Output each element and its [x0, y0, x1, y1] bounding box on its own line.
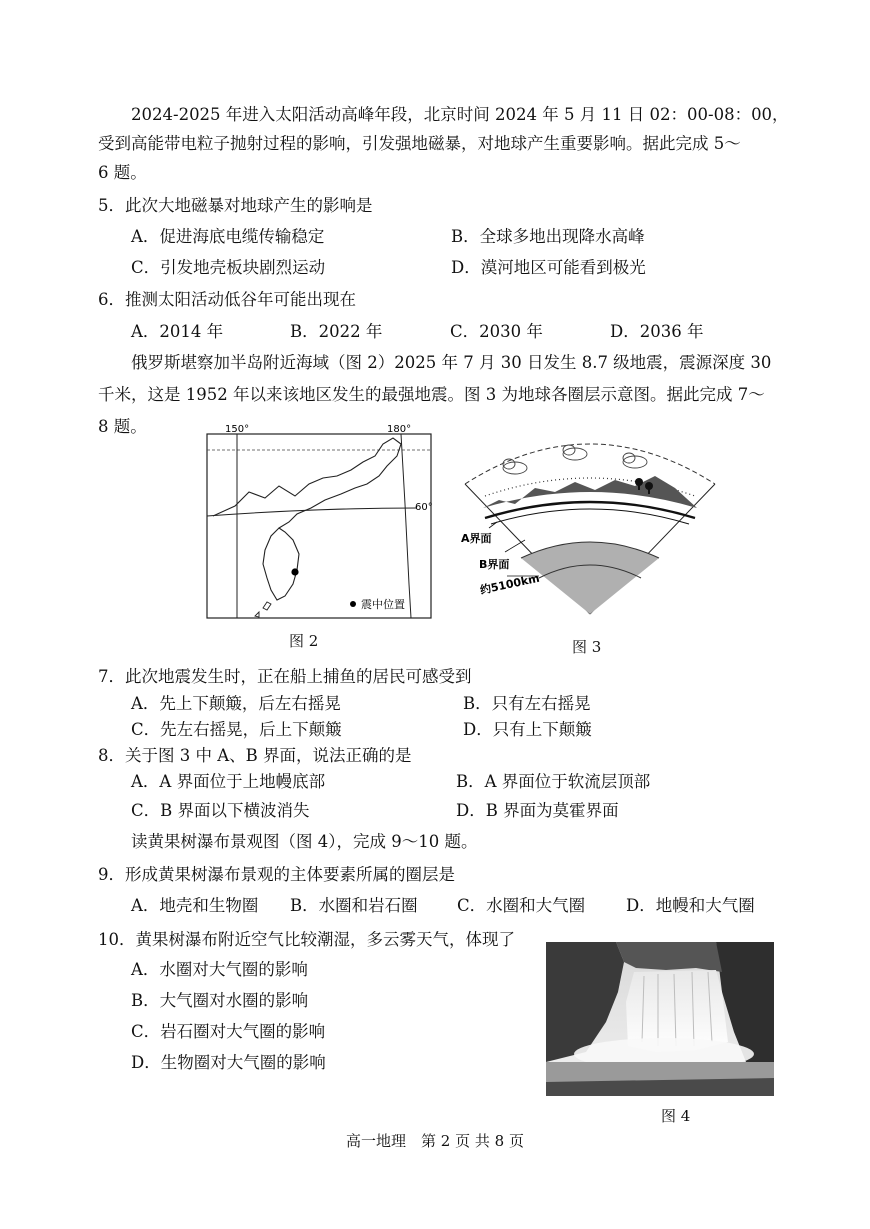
figure-2-map [205, 424, 437, 624]
question-9-option-a[interactable]: A．地壳和生物圈 [131, 896, 259, 915]
intro-1-line-1: 2024-2025 年进入太阳活动高峰年段，北京时间 2024 年 5 月 11 日 02：00-08：00， [131, 105, 789, 124]
figure-3-earth-layers [455, 424, 725, 624]
question-5-stem: 5．此次大地磁暴对地球产生的影响是 [98, 196, 373, 215]
intro-2-line-1: 俄罗斯堪察加半岛附近海域（图 2）2025 年 7 月 30 日发生 8.7 级地震，震源深度 30 [131, 353, 772, 372]
cloud-icon [503, 445, 647, 474]
label-boundary-b: B界面 [479, 558, 510, 571]
question-10-option-c[interactable]: C．岩石圈对大气圈的影响 [131, 1022, 326, 1041]
mantle-core-region [521, 542, 659, 614]
question-6-stem: 6．推测太阳活动低谷年可能出现在 [98, 290, 356, 309]
question-5-option-c[interactable]: C．引发地壳板块剧烈运动 [131, 258, 326, 277]
question-8-option-b[interactable]: B．A 界面位于软流层顶部 [456, 772, 651, 791]
intro-1-line-3: 6 题。 [98, 163, 147, 182]
figure-4-waterfall-photo [546, 942, 774, 1096]
intro-1-line-2: 受到高能带电粒子抛射过程的影响，引发强地磁暴，对地球产生重要影响。据此完成 5～ [98, 134, 741, 153]
upper-mantle-line [491, 509, 689, 524]
map-frame [207, 434, 431, 618]
question-6-option-c[interactable]: C．2030 年 [450, 322, 543, 341]
figure-2-caption: 图 2 [289, 632, 319, 650]
question-10-option-d[interactable]: D．生物圈对大气圈的影响 [131, 1053, 326, 1072]
question-8-option-c[interactable]: C．B 界面以下横波消失 [131, 801, 310, 820]
figure-3-caption: 图 3 [572, 638, 602, 656]
question-9-option-c[interactable]: C．水圈和大气圈 [457, 896, 586, 915]
question-8-option-a[interactable]: A．A 界面位于上地幔底部 [131, 772, 326, 791]
pointer-b [505, 540, 525, 552]
question-7-option-c[interactable]: C．先左右摇晃，后上下颠簸 [131, 720, 342, 739]
question-6-option-d[interactable]: D．2036 年 [610, 322, 704, 341]
question-8-stem: 8．关于图 3 中 A、B 界面，说法正确的是 [98, 746, 412, 765]
intro-2-line-2: 千米，这是 1952 年以来该地区发生的最强地震。图 3 为地球各圈层示意图。据此完成 7～ [98, 385, 765, 404]
figure-4-caption: 图 4 [661, 1107, 691, 1125]
question-8-option-d[interactable]: D．B 界面为莫霍界面 [456, 801, 619, 820]
question-9-option-d[interactable]: D．地幔和大气圈 [626, 896, 755, 915]
intro-3: 读黄果树瀑布景观图（图 4），完成 9～10 题。 [131, 832, 478, 851]
legend-epicenter-label: 震中位置 [361, 598, 405, 611]
question-10-option-a[interactable]: A．水圈对大气圈的影响 [131, 960, 308, 979]
intro-2-line-3: 8 题。 [98, 417, 147, 436]
question-6-option-b[interactable]: B．2022 年 [290, 322, 383, 341]
question-6-option-a[interactable]: A．2014 年 [131, 322, 224, 341]
question-10-option-b[interactable]: B．大气圈对水圈的影响 [131, 991, 309, 1010]
question-9-option-b[interactable]: B．水圈和岩石圈 [290, 896, 418, 915]
epicenter-marker [291, 568, 298, 575]
lat-60-label: 60° [415, 502, 433, 513]
crust-boundary-a [485, 502, 695, 518]
atmosphere-arc [465, 444, 715, 484]
question-7-option-b[interactable]: B．只有左右摇晃 [463, 694, 591, 713]
label-depth: 约5100km [478, 571, 541, 597]
question-5-option-b[interactable]: B．全球多地出现降水高峰 [451, 227, 645, 246]
question-7-stem: 7．此次地震发生时，正在船上捕鱼的居民可感受到 [98, 667, 472, 686]
question-7-option-d[interactable]: D．只有上下颠簸 [463, 720, 592, 739]
question-10-stem: 10．黄果树瀑布附近空气比较潮湿，多云雾天气，体现了 [98, 930, 515, 949]
legend-epicenter-symbol [350, 601, 356, 607]
question-5-option-a[interactable]: A．促进海底电缆传输稳定 [131, 227, 325, 246]
question-5-option-d[interactable]: D．漠河地区可能看到极光 [451, 258, 646, 277]
lon-180-label: 180° [387, 424, 412, 435]
question-7-option-a[interactable]: A．先上下颠簸，后左右摇晃 [131, 694, 341, 713]
question-9-stem: 9．形成黄果树瀑布景观的主体要素所属的圈层是 [98, 865, 455, 884]
label-boundary-a: A界面 [461, 532, 492, 545]
page-footer: 高一地理 第 2 页 共 8 页 [346, 1132, 524, 1150]
lon-150-label: 150° [225, 424, 250, 435]
